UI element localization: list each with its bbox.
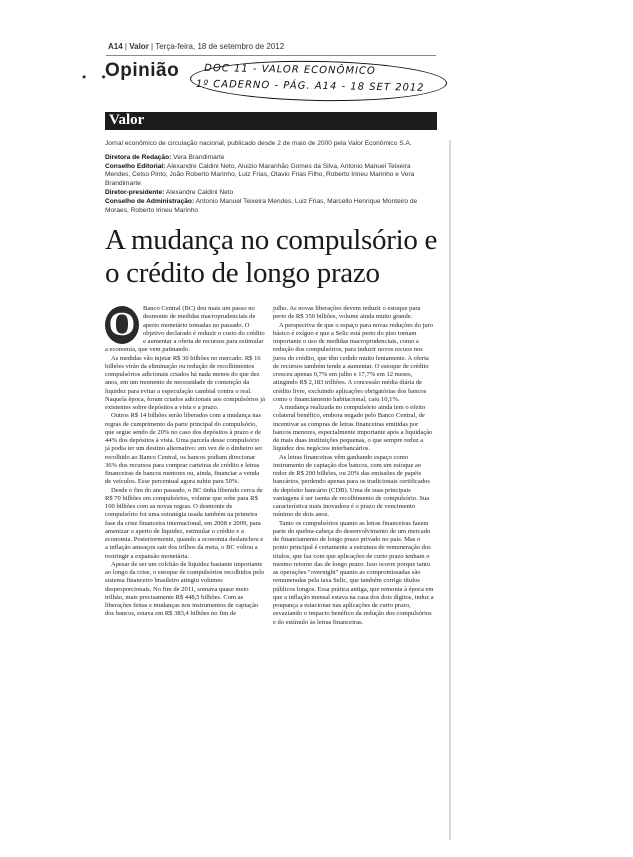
drop-cap: O [105,306,139,344]
annotation-line-1: DOC 11 - VALOR ECONÔMICO [204,62,376,77]
article-column-2 [273,305,435,627]
paragraph: julho. As novas liberações devem reduzir o estoque para perto de R$ 350 bilhões, volume ainda muito grande. [273,305,421,321]
paragraph: A mudança realizada no compulsório ainda tem o efeito colateral benéfico, embora negado pelo Banco Central, de incentivar as compras de letras financeiras emitidas por bancos menores, especialmente importante após a liquidação de mais duas instituições pequenas, o que sempre reduz a liquidez dos negócios interbancários. [273,404,433,453]
paragraph: Outros R$ 14 bilhões serão liberados com a mudança nas regras de cumprimento da parte principal do compulsório, que segue sendo de 20% no caso dos depósitos à prazo e de 44% dos depósitos à vista. Uma parcela desse compulsório já podia ter um destino alternativo: em vez de o dinheiro ser recolhido ao Banco Central, os bancos podiam direcionar 36% dos recursos para comprar carteiras de crédito e letras financeiras de bancos menores ou, ainda, financiar a venda de veículos. Esse percentual agora subiu para 50%. [105,412,263,486]
paragraph: Banco Central (BC) deu mais um passo no desmonte de medidas macroprudenciais de aperto monetário tomadas no passado. O objetivo declarado é reduzir o custo do crédito e aumentar a oferta de recursos para estimular a economia, que vem patinando. [105,305,265,354]
top-rule [106,55,436,56]
handwritten-annotation [190,59,453,104]
page-number: A14 [108,42,123,51]
banner-title: Valor [109,112,145,128]
masthead-entry: Conselho Editorial: Alexandre Caldini Neto, Aluizio Maranhão Gomes da Silva, Antonio Manuel Teixeira Mendes, Celso Pinto, João Roberto Marinho, Luiz Frias, Otavio Frias Filho, Roberto Irineu Marinho e Vera Brandimarte [105,162,415,188]
paragraph: Apesar de ser um colchão de liquidez bastante importante ao longo da crise, o estoque de compulsórios recolhidos pelo sistema financeiro brasileiro atingiu volumes desproporcionais. No fim de 2011, somava quase meio trilhão, mais precisamente R$ 448,5 bilhões. Com as liberações feitas e mudanças nos instrumentos de captação dos bancos, estava em R$ 383,4 bilhões no fim de [105,560,265,618]
masthead-banner [105,112,437,130]
paper-name: Valor [129,42,149,51]
side-rule [449,140,451,840]
section-title: Opinião [105,60,180,81]
paragraph: A perspectiva de que o espaço para novas reduções do juro básico é exíguo e que a Selic está perto do piso tornam importante o uso de medidas macroprudenciais, como a redução dos compulsórios, para induzir novos recuos nos juros do crédito, que têm cedido muito lentamente. A oferta de recursos também tende a aumentar. O estoque de crédito cresceu apenas 0,7% em julho e 17,7% em 12 meses, atingindo R$ 2,183 trilhões. A concessão média diária de crédito livre, excluindo aplicações obrigatórias dos bancos como o financiamento habitacional, caiu 10,1%. [273,321,434,403]
punch-marks: • • [82,70,112,84]
paragraph: As medidas vão injetar R$ 30 bilhões no mercado. R$ 16 bilhões virão da eliminação ou redução de recolhimentos compulsórios adicionais criados há nada menos do que dez anos, em um momento de necessidade de contenção da liquidez para evitar a especulação cambial contra o real. Naquela época, foram criados adicionais aos compulsórios já existentes sobre depósitos a vista e a prazo. [105,354,265,411]
separator: | [124,42,130,51]
separator: | [151,42,156,51]
paragraph: Desde o fim do ano passado, o BC tinha liberado cerca de R$ 70 bilhões em compulsórios, volume que sobe para R$ 100 bilhões com as novas regras. O desmonte de compulsório foi uma estratégia usada também na primeira fase da crise financeira internacional, em 2008 e 2009, para amenizar o aperto de liquidez, estimular o crédito e a economia. Posteriormente, quando a economia deslanchou e a inflação ameaçou sair dos trilhos da meta, o BC voltou a restringir a expansão monetária. [105,486,264,560]
masthead-description: Jornal econômico de circulação nacional, publicado desde 2 de maio de 2000 pela Valor Econômico S.A. [105,140,412,147]
masthead [105,140,437,215]
annotation-line-2: 1º CADERNO - PÁG. A14 - 18 SET 2012 [195,78,425,94]
issue-date: Terça-feira, 18 de setembro de 2012 [155,42,285,51]
running-head [108,42,284,51]
masthead-entry: Diretora de Redação: Vera Brandimarte [105,153,225,161]
article-headline: A mudança no compulsório e o crédito de longo prazo [105,224,438,289]
paragraph: Tanto os compulsórios quanto as letras financeiras fazem parte do quebra-cabeça do desenvolvimento de um mercado de financiamento de longo prazo privado no país. Mas o ponto principal é certamente a estrutura de remuneração dos títulos, que faz com que aplicações de curto prazo tenham o mesmo retorno das de longo prazo. Isso ocorre porque tanto as operações "overnight" quanto as compromissadas são remuneradas pela taxa Selic, que também corrige títulos públicos longos. Essa prática antiga, que remonta à época em que a inflação mensal estava na casa dos dois dígitos, induz a poupança a estacionar nas aplicações de curto prazo, esvaziando o impacto benéfico da redução dos compulsórios e do estímulo às letras financeiras. [273,519,434,626]
masthead-entry: Diretor-presidente: Alexandre Caldini Neto [105,188,234,196]
paragraph: As letras financeiras vêm ganhando espaço como instrumento de captação dos bancos, com um estoque ao redor de R$ 200 bilhões, ou 20% das emissões de papéis bancários, perdendo apenas para os tradicionais certificados de depósito bancário (CDB). Uma de suas principais vantagens é ser isenta de recolhimento de compulsório. Sua característica mais inovadora é o prazo de vencimento mínimo de dois anos. [273,453,430,519]
masthead-entry: Conselho de Administração: Antonio Manuel Teixeira Mendes, Luiz Frias, Marcello Henrique Monteiro de Moraes, Roberto Irineu Marinho [105,197,418,214]
article-column-1 [105,305,265,619]
